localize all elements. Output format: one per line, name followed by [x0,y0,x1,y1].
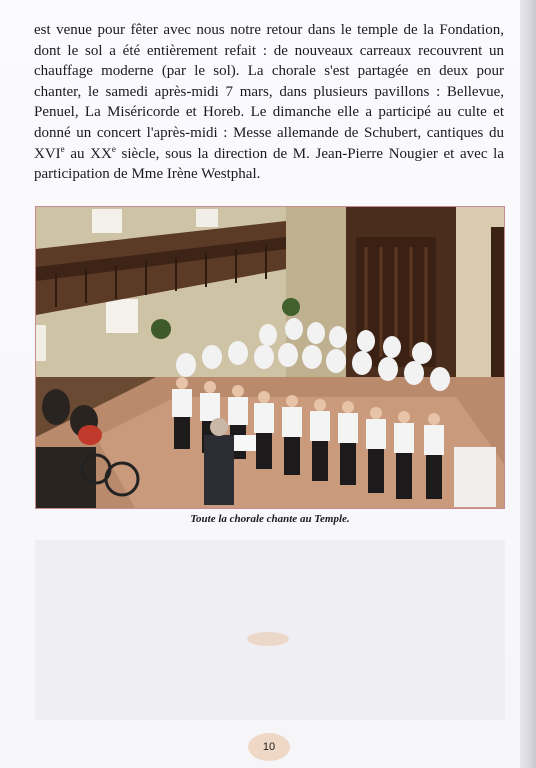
paragraph-text-part-1: est venue pour fêter avec nous notre retour dans le temple de la Fondation, dont le sol a été entièrement refait : de nouveaux carreaux recouvrent un chauffage moderne (par le sol). La chorale s'est partagée en deux pour chanter, le samedi après-midi 7 mars, dans plusieurs pavillons : Bellevue, Penuel, La Miséricorde et Horeb. Le dimanche elle a participé au culte et donné un concert l'après-midi : Messe allemande de Schubert, cantiques du XVI [34,22,504,162]
decorative-ornament [247,632,289,646]
show-through-text [330,150,510,190]
choir-photo [35,206,505,509]
paragraph-text-part-3: siècle, sous la direction de M. Jean-Pierre Nougier et avec la participation de Mme Irène Westphal. [34,145,504,183]
superscript-2: e [111,143,116,154]
photo-caption: Toute la chorale chante au Temple. [190,513,350,525]
page-edge-shadow [520,0,536,768]
page-number: 10 [248,733,290,761]
blank-area [35,540,505,720]
superscript-1: e [60,143,65,154]
choir-photo-illustration [36,207,505,509]
paragraph-text-part-2: au XX [64,145,112,162]
